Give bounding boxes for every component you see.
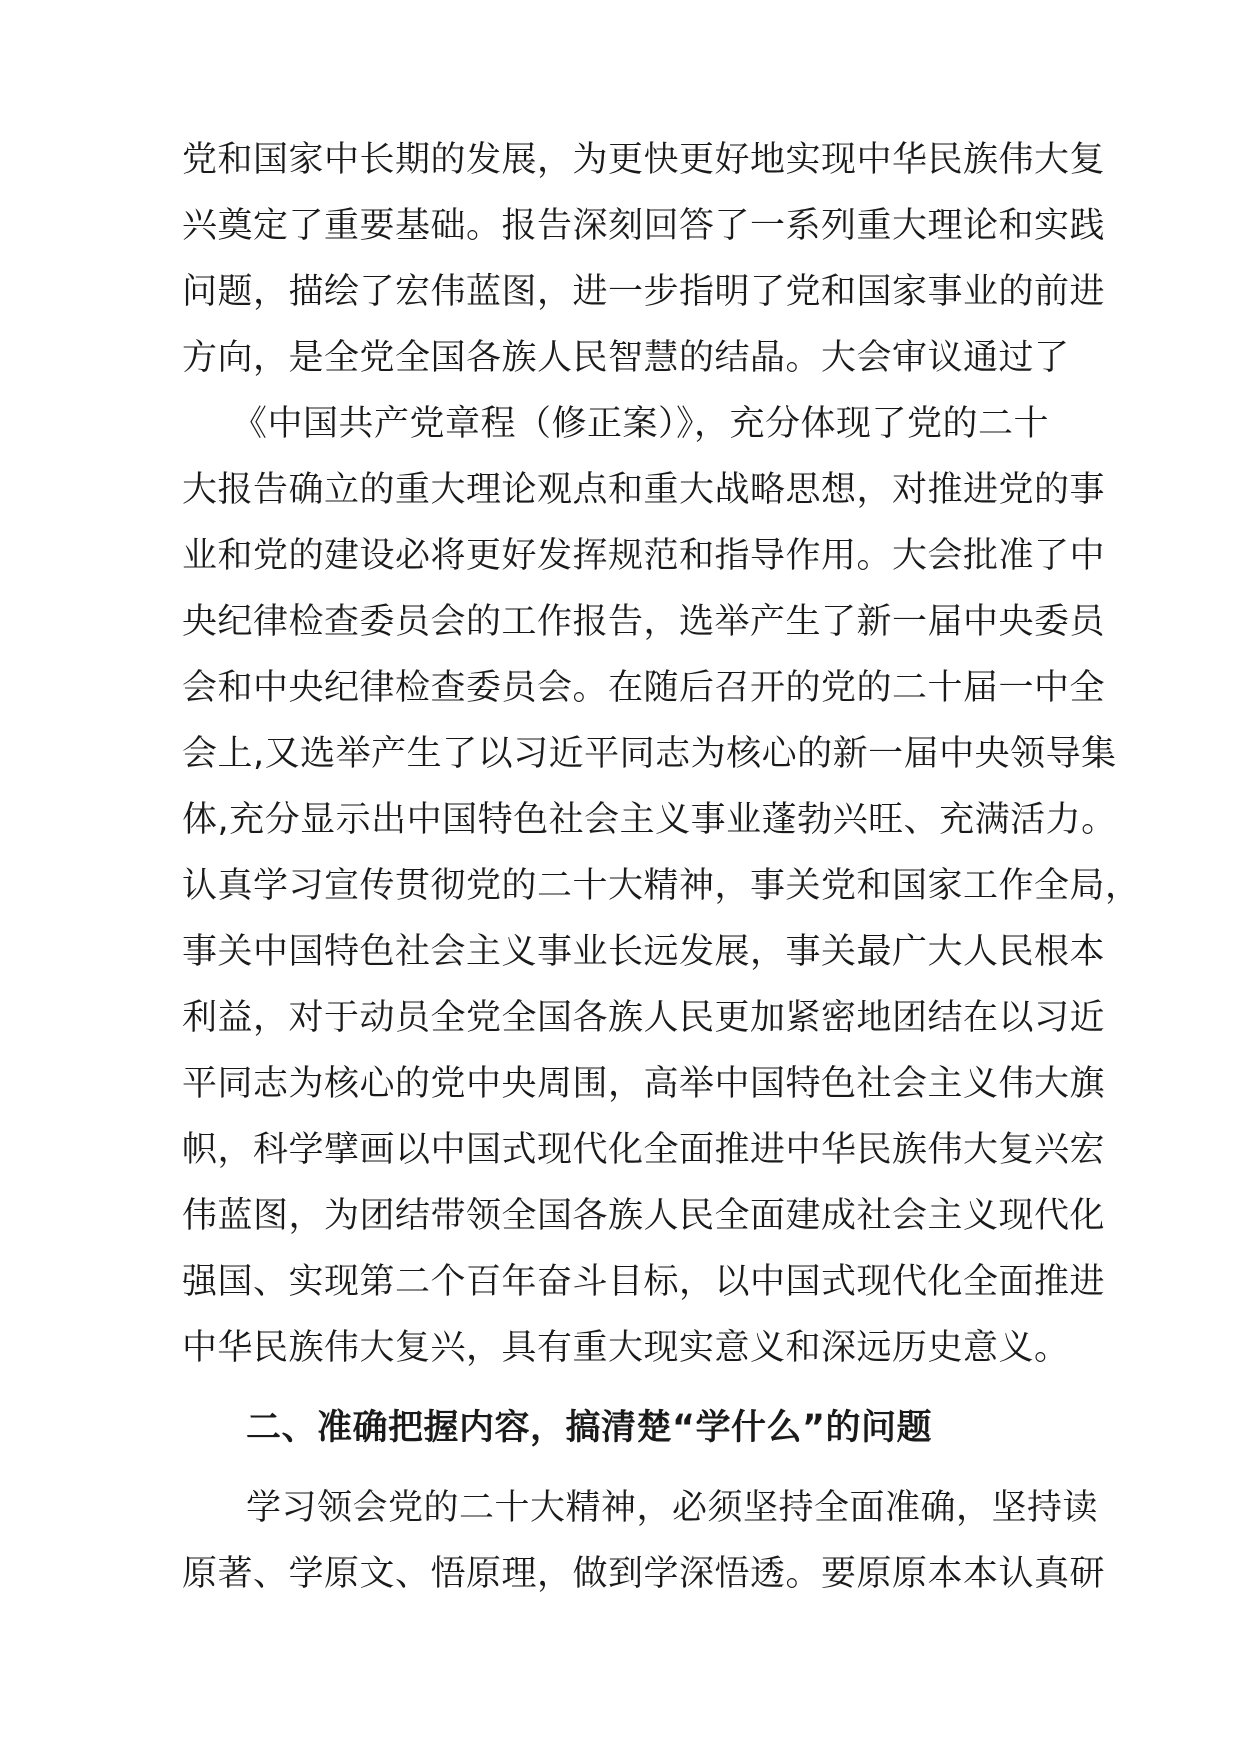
paragraph-line: 《中国共产党章程（修正案）》，充分体现了党的二十: [232, 404, 1050, 444]
paragraph-line: 问题，描绘了宏伟蓝图，进一步指明了党和国家事业的前进: [182, 272, 1106, 312]
paragraph-line: 原著、学原文、悟原理，做到学深悟透。要原原本本认真研: [182, 1554, 1106, 1594]
paragraph-line: 会上,又选举产生了以习近平同志为核心的新一届中央领导集: [182, 734, 1117, 774]
paragraph-line: 方向，是全党全国各族人民智慧的结晶。大会审议通过了: [182, 338, 1070, 378]
paragraph-line: 学习领会党的二十大精神，必须坚持全面准确，坚持读: [246, 1488, 1099, 1528]
paragraph-line: 体,充分显示出中国特色社会主义事业蓬勃兴旺、充满活力。: [182, 800, 1117, 840]
paragraph-line: 央纪律检查委员会的工作报告，选举产生了新一届中央委员: [182, 602, 1106, 642]
paragraph-line: 帜，科学擘画以中国式现代化全面推进中华民族伟大复兴宏: [182, 1130, 1106, 1170]
paragraph-line: 伟蓝图，为团结带领全国各族人民全面建成社会主义现代化: [182, 1196, 1106, 1236]
paragraph-line: 平同志为核心的党中央周围，高举中国特色社会主义伟大旗: [182, 1064, 1106, 1104]
paragraph-line: 中华民族伟大复兴，具有重大现实意义和深远历史意义。: [182, 1328, 1070, 1368]
paragraph-line: 认真学习宣传贯彻党的二十大精神，事关党和国家工作全局，: [182, 866, 1141, 906]
paragraph-line: 兴奠定了重要基础。报告深刻回答了一系列重大理论和实践: [182, 206, 1106, 246]
paragraph-line: 强国、实现第二个百年奋斗目标，以中国式现代化全面推进: [182, 1262, 1106, 1302]
paragraph-line: 事关中国特色社会主义事业长远发展，事关最广大人民根本: [182, 932, 1106, 972]
paragraph-line: 党和国家中长期的发展，为更快更好地实现中华民族伟大复: [182, 140, 1106, 180]
paragraph-line: 业和党的建设必将更好发挥规范和指导作用。大会批准了中: [182, 536, 1106, 576]
section-heading: 二、准确把握内容，搞清楚“学什么”的问题: [246, 1408, 933, 1448]
paragraph-line: 大报告确立的重大理论观点和重大战略思想，对推进党的事: [182, 470, 1106, 510]
paragraph-line: 会和中央纪律检查委员会。在随后召开的党的二十届一中全: [182, 668, 1106, 708]
paragraph-line: 利益，对于动员全党全国各族人民更加紧密地团结在以习近: [182, 998, 1106, 1038]
